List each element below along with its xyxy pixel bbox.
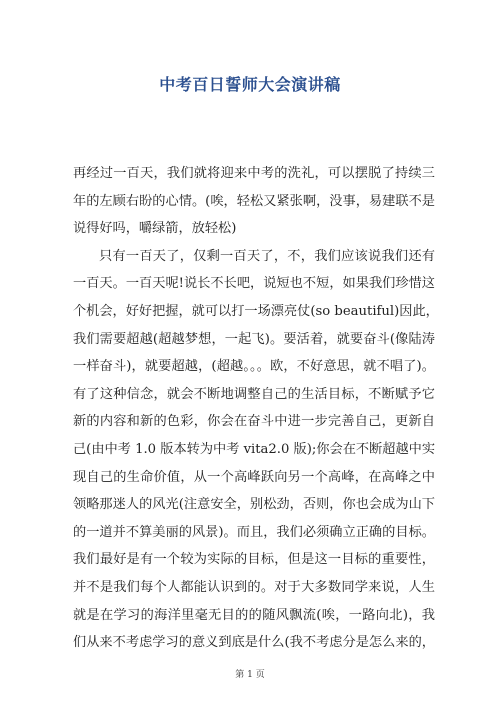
paragraph-line: 只有一百天了，仅剩一百天了，不，我们应该说我们还有 [99, 248, 435, 264]
paragraph-line: 说得好吗，嚼绿箭，放轻松) [73, 221, 237, 237]
paragraph-line: 们从来不考虑学习的意义到底是什么(我不考虑分是怎么来的， [73, 635, 435, 651]
paragraph-line: 年的左顾右盼的心情。(唉，轻松又紧张啊，没事，易建联不是 [73, 193, 435, 209]
document-title: 中考百日誓师大会演讲稿 [159, 75, 341, 94]
paragraph-line: 再经过一百天，我们就将迎来中考的洗礼，可以摆脱了持续三 [73, 166, 435, 181]
paragraph-line: 的一道并不算美丽的风景)。而且，我们必须确立正确的目标。 [73, 524, 435, 540]
paragraph-line: 有了这种信念，就会不断地调整自己的生活目标，不断赋予它 [73, 386, 435, 402]
paragraph-line: 我们最好是有一个较为实际的目标，但是这一目标的重要性， [73, 552, 435, 568]
paragraph-line: 一样奋斗)，就要超越，(超越。。。欧，不好意思，就不唱了)。 [73, 359, 435, 375]
document-body [73, 160, 439, 657]
paragraph-line: 己(由中考 1.0 版本转为中考 vita2.0 版);你会在不断超越中实 [73, 441, 436, 457]
paragraph-line: 一百天。一百天呢!说长不长吧，说短也不短，如果我们珍惜这 [73, 276, 435, 292]
paragraph-line: 领略那迷人的风光(注意安全，别松劲，否则，你也会成为山下 [73, 497, 435, 513]
paragraph-line: 现自己的生命价值，从一个高峰跃向另一个高峰，在高峰之中 [73, 469, 435, 485]
paragraph-line: 我们需要超越(超越梦想，一起飞)。要活着，就要奋斗(像陆涛 [73, 331, 435, 347]
paragraph-line: 就是在学习的海洋里毫无目的的随风飘流(唉，一路向北)，我 [73, 607, 435, 623]
paragraph-line: 新的内容和新的色彩，你会在奋斗中进一步完善自己，更新自 [73, 414, 435, 430]
paragraph-line: 并不是我们每个人都能认识到的。对于大多数同学来说，人生 [73, 579, 435, 595]
paragraph-line: 个机会，好好把握，就可以打一场漂亮仗(so beautiful)因此， [73, 303, 439, 319]
page-number: 第 1 页 [235, 670, 265, 680]
